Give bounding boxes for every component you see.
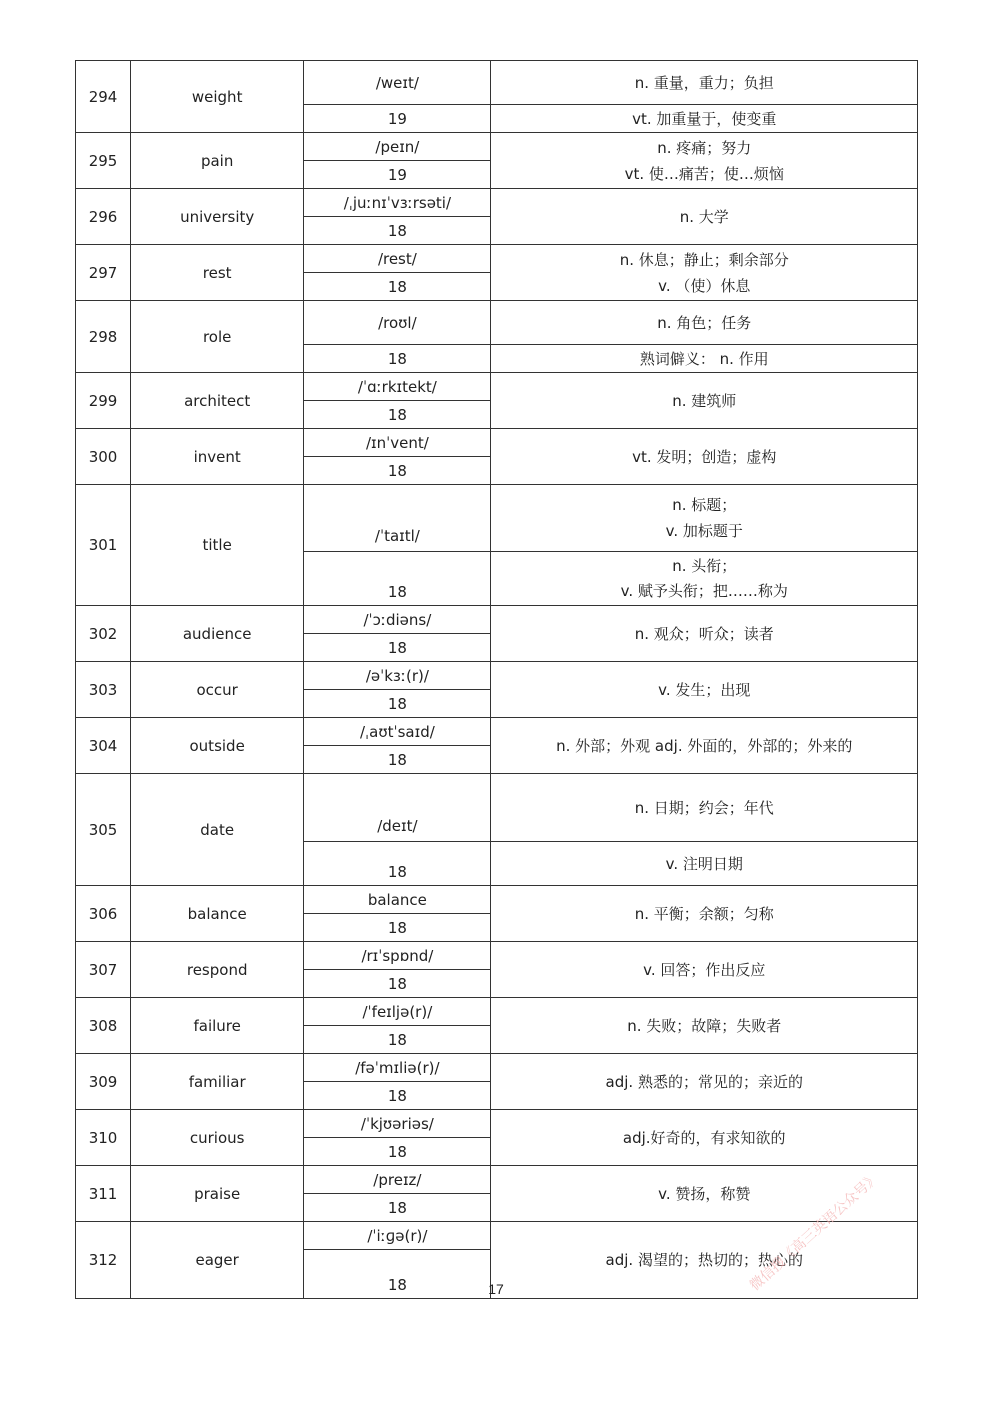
word-number: 296 xyxy=(76,189,131,245)
word-number: 308 xyxy=(76,998,131,1054)
definition-cell: vt. 加重量于，使变重 xyxy=(491,105,918,133)
pronunciation-cell: /weɪt/ xyxy=(304,61,491,105)
word-number: 311 xyxy=(76,1166,131,1222)
table-row xyxy=(76,429,918,457)
pronunciation-cell: /ɪnˈvent/ xyxy=(304,429,491,457)
table-row xyxy=(76,718,918,746)
pronunciation-cell: /ˈkjʊəriəs/ xyxy=(304,1110,491,1138)
table-row xyxy=(76,245,918,273)
frequency-cell: 18 xyxy=(304,1138,491,1166)
table-row xyxy=(76,61,918,105)
word-number: 302 xyxy=(76,606,131,662)
pronunciation-cell: /ˈɑːrkɪtekt/ xyxy=(304,373,491,401)
word-number: 299 xyxy=(76,373,131,429)
pronunciation-cell: /roʊl/ xyxy=(304,301,491,345)
definition-cell: v. 注明日期 xyxy=(491,842,918,886)
word-cell: architect xyxy=(131,373,304,429)
definition-cell: n. 角色；任务 xyxy=(491,301,918,345)
word-number: 303 xyxy=(76,662,131,718)
word-number: 298 xyxy=(76,301,131,373)
word-number: 309 xyxy=(76,1054,131,1110)
table-row xyxy=(76,373,918,401)
table-row xyxy=(76,133,918,161)
definition-cell: n. 外部；外观 adj. 外面的，外部的；外来的 xyxy=(491,718,918,774)
pronunciation-cell: balance xyxy=(304,886,491,914)
frequency-cell: 18 xyxy=(304,457,491,485)
frequency-cell: 18 xyxy=(304,401,491,429)
word-cell: invent xyxy=(131,429,304,485)
frequency-cell: 18 xyxy=(304,1194,491,1222)
frequency-cell: 18 xyxy=(304,842,491,886)
pronunciation-cell: /ˈɔːdiəns/ xyxy=(304,606,491,634)
pronunciation-cell: /əˈkɜː(r)/ xyxy=(304,662,491,690)
definition-cell: n. 日期；约会；年代 xyxy=(491,774,918,842)
table-row xyxy=(76,1166,918,1194)
word-cell: university xyxy=(131,189,304,245)
definition-cell: n. 疼痛；努力 vt. 使…痛苦；使…烦恼 xyxy=(491,133,918,189)
frequency-cell: 18 xyxy=(304,1082,491,1110)
word-cell: rest xyxy=(131,245,304,301)
table-row xyxy=(76,886,918,914)
definition-cell: adj. 熟悉的；常见的；亲近的 xyxy=(491,1054,918,1110)
table-row xyxy=(76,942,918,970)
frequency-cell: 18 xyxy=(304,914,491,942)
definition-cell: n. 观众；听众；读者 xyxy=(491,606,918,662)
definition-cell: 熟词僻义： n. 作用 xyxy=(491,345,918,373)
word-number: 294 xyxy=(76,61,131,133)
word-cell: familiar xyxy=(131,1054,304,1110)
word-number: 312 xyxy=(76,1222,131,1299)
table-row xyxy=(76,998,918,1026)
word-cell: curious xyxy=(131,1110,304,1166)
word-cell: failure xyxy=(131,998,304,1054)
definition-cell: n. 平衡；余额；匀称 xyxy=(491,886,918,942)
vocabulary-table-body xyxy=(76,61,918,1299)
word-number: 300 xyxy=(76,429,131,485)
word-cell: audience xyxy=(131,606,304,662)
definition-cell: n. 头衔； v. 赋予头衔；把……称为 xyxy=(491,552,918,606)
frequency-cell: 18 xyxy=(304,1026,491,1054)
word-number: 310 xyxy=(76,1110,131,1166)
definition-cell: v. 发生；出现 xyxy=(491,662,918,718)
definition-cell: adj. 渴望的；热切的；热心的 xyxy=(491,1222,918,1299)
pronunciation-cell: /peɪn/ xyxy=(304,133,491,161)
pronunciation-cell: /ˈfeɪljə(r)/ xyxy=(304,998,491,1026)
frequency-cell: 18 xyxy=(304,690,491,718)
pronunciation-cell: /ˈtaɪtl/ xyxy=(304,485,491,552)
word-number: 301 xyxy=(76,485,131,606)
word-cell: outside xyxy=(131,718,304,774)
frequency-cell: 18 xyxy=(304,217,491,245)
frequency-cell: 19 xyxy=(304,161,491,189)
word-cell: respond xyxy=(131,942,304,998)
frequency-cell: 18 xyxy=(304,970,491,998)
table-row xyxy=(76,189,918,217)
word-number: 305 xyxy=(76,774,131,886)
table-row xyxy=(76,774,918,842)
definition-cell: v. 回答；作出反应 xyxy=(491,942,918,998)
table-row xyxy=(76,301,918,345)
vocabulary-table xyxy=(75,60,918,1299)
definition-cell: n. 重量，重力；负担 xyxy=(491,61,918,105)
word-number: 297 xyxy=(76,245,131,301)
word-cell: title xyxy=(131,485,304,606)
frequency-cell: 19 xyxy=(304,105,491,133)
pronunciation-cell: /ˌjuːnɪˈvɜːrsəti/ xyxy=(304,189,491,217)
pronunciation-cell: /ˌaʊtˈsaɪd/ xyxy=(304,718,491,746)
table-row xyxy=(76,1110,918,1138)
table-row xyxy=(76,662,918,690)
word-cell: role xyxy=(131,301,304,373)
table-row xyxy=(76,485,918,552)
definition-cell: n. 建筑师 xyxy=(491,373,918,429)
pronunciation-cell: /fəˈmɪliə(r)/ xyxy=(304,1054,491,1082)
definition-cell: n. 大学 xyxy=(491,189,918,245)
definition-cell: vt. 发明；创造；虚构 xyxy=(491,429,918,485)
word-number: 295 xyxy=(76,133,131,189)
frequency-cell: 18 xyxy=(304,746,491,774)
word-cell: balance xyxy=(131,886,304,942)
pronunciation-cell: /ˈiːɡə(r)/ xyxy=(304,1222,491,1250)
word-cell: date xyxy=(131,774,304,886)
table-row xyxy=(76,1054,918,1082)
frequency-cell: 18 xyxy=(304,345,491,373)
definition-cell: adj.好奇的，有求知欲的 xyxy=(491,1110,918,1166)
word-number: 304 xyxy=(76,718,131,774)
word-number: 307 xyxy=(76,942,131,998)
watermark: 微信搜《高三英语公众号》 xyxy=(747,1169,883,1295)
frequency-cell: 18 xyxy=(304,273,491,301)
frequency-cell: 18 xyxy=(304,552,491,606)
frequency-cell: 18 xyxy=(304,1250,491,1299)
definition-cell: n. 失败；故障；失败者 xyxy=(491,998,918,1054)
page-number: 17 xyxy=(488,1281,504,1297)
word-cell: occur xyxy=(131,662,304,718)
pronunciation-cell: /deɪt/ xyxy=(304,774,491,842)
word-cell: pain xyxy=(131,133,304,189)
pronunciation-cell: /preɪz/ xyxy=(304,1166,491,1194)
definition-cell: n. 休息；静止；剩余部分 v. （使）休息 xyxy=(491,245,918,301)
table-row xyxy=(76,606,918,634)
word-cell: eager xyxy=(131,1222,304,1299)
definition-cell: n. 标题； v. 加标题于 xyxy=(491,485,918,552)
pronunciation-cell: /rest/ xyxy=(304,245,491,273)
frequency-cell: 18 xyxy=(304,634,491,662)
pronunciation-cell: /rɪˈspɒnd/ xyxy=(304,942,491,970)
word-cell: praise xyxy=(131,1166,304,1222)
definition-cell: v. 赞扬，称赞 xyxy=(491,1166,918,1222)
word-number: 306 xyxy=(76,886,131,942)
word-cell: weight xyxy=(131,61,304,133)
